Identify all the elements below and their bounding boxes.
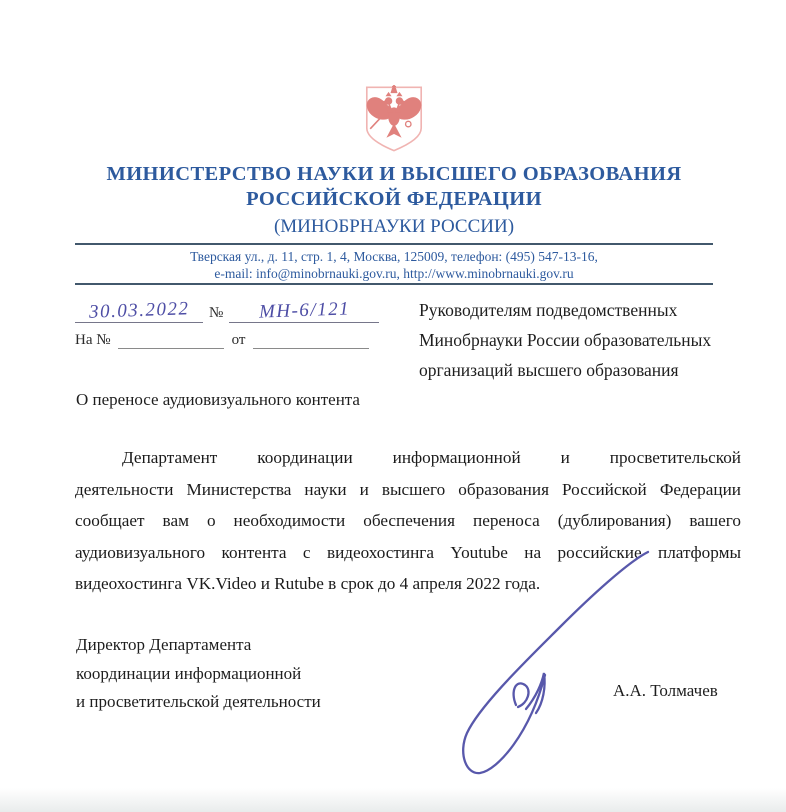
signer-position-block — [76, 631, 321, 717]
handwritten-signature-icon — [450, 545, 665, 785]
body-line: сообщает вам о необходимости обеспечения переноса (дублирования) вашего — [75, 511, 741, 530]
ministry-name-line1: МИНИСТЕРСТВО НАУКИ И ВЫСШЕГО ОБРАЗОВАНИЯ — [106, 163, 682, 185]
letterhead — [75, 84, 713, 239]
letterhead-divider-top — [75, 243, 713, 245]
signer-name: А.А. Толмачев — [613, 681, 718, 700]
recipient-line: организаций высшего образования — [419, 360, 679, 380]
number-field — [229, 300, 379, 323]
page-bottom-shadow — [0, 788, 786, 812]
body-line: деятельности Министерства науки и высшего образования Российской Федерации — [75, 479, 741, 499]
body-line: Департамент координации информационной и просветительской — [122, 448, 741, 467]
letterhead-divider-bottom — [75, 283, 713, 285]
email-and-website: e-mail: info@minobrnauki.gov.ru, http://www.minobrnauki.gov.ru — [214, 265, 574, 281]
date-field — [75, 300, 203, 323]
number-sign: № — [209, 305, 224, 321]
reply-date-blank-field — [253, 333, 369, 349]
recipient-line: Руководителям подведомственных — [419, 300, 678, 320]
signer-position-line: координации информационной — [76, 663, 302, 683]
handwritten-letter-number: МН-6/121 — [258, 298, 351, 323]
signer-position-line: и просветительской деятельности — [76, 692, 321, 711]
postal-address: Тверская ул., д. 11, стр. 1, 4, Москва, 125009, телефон: (495) 547-13-16, — [190, 249, 598, 264]
russian-coat-of-arms-icon — [360, 84, 428, 156]
outgoing-reference-line — [75, 300, 405, 323]
signer-position-line: Директор Департамента — [76, 635, 252, 654]
reply-to-label: На № — [75, 332, 111, 348]
recipient-line: Минобрнауки России образовательных — [419, 330, 712, 350]
incoming-reference-line — [75, 332, 405, 349]
subject-line: О переносе аудиовизуального контента — [76, 390, 360, 409]
body-line: видеохостинга VK.Video и Rutube в срок до 4 апреля 2022 года. — [75, 574, 541, 593]
recipient-block — [419, 295, 769, 385]
handwritten-date: 30.03.2022 — [88, 298, 190, 323]
contact-info-block — [75, 249, 713, 282]
reply-number-blank-field — [118, 333, 224, 349]
reference-block — [75, 300, 405, 349]
body-line: аудиовизуального контента с видеохостинга Youtube на российские платформы — [75, 542, 741, 562]
reply-date-label: от — [231, 332, 246, 348]
ministry-name-line2: РОССИЙСКОЙ ФЕДЕРАЦИИ — [246, 188, 542, 210]
ministry-short-name: (МИНОБРНАУКИ РОССИИ) — [273, 216, 515, 237]
